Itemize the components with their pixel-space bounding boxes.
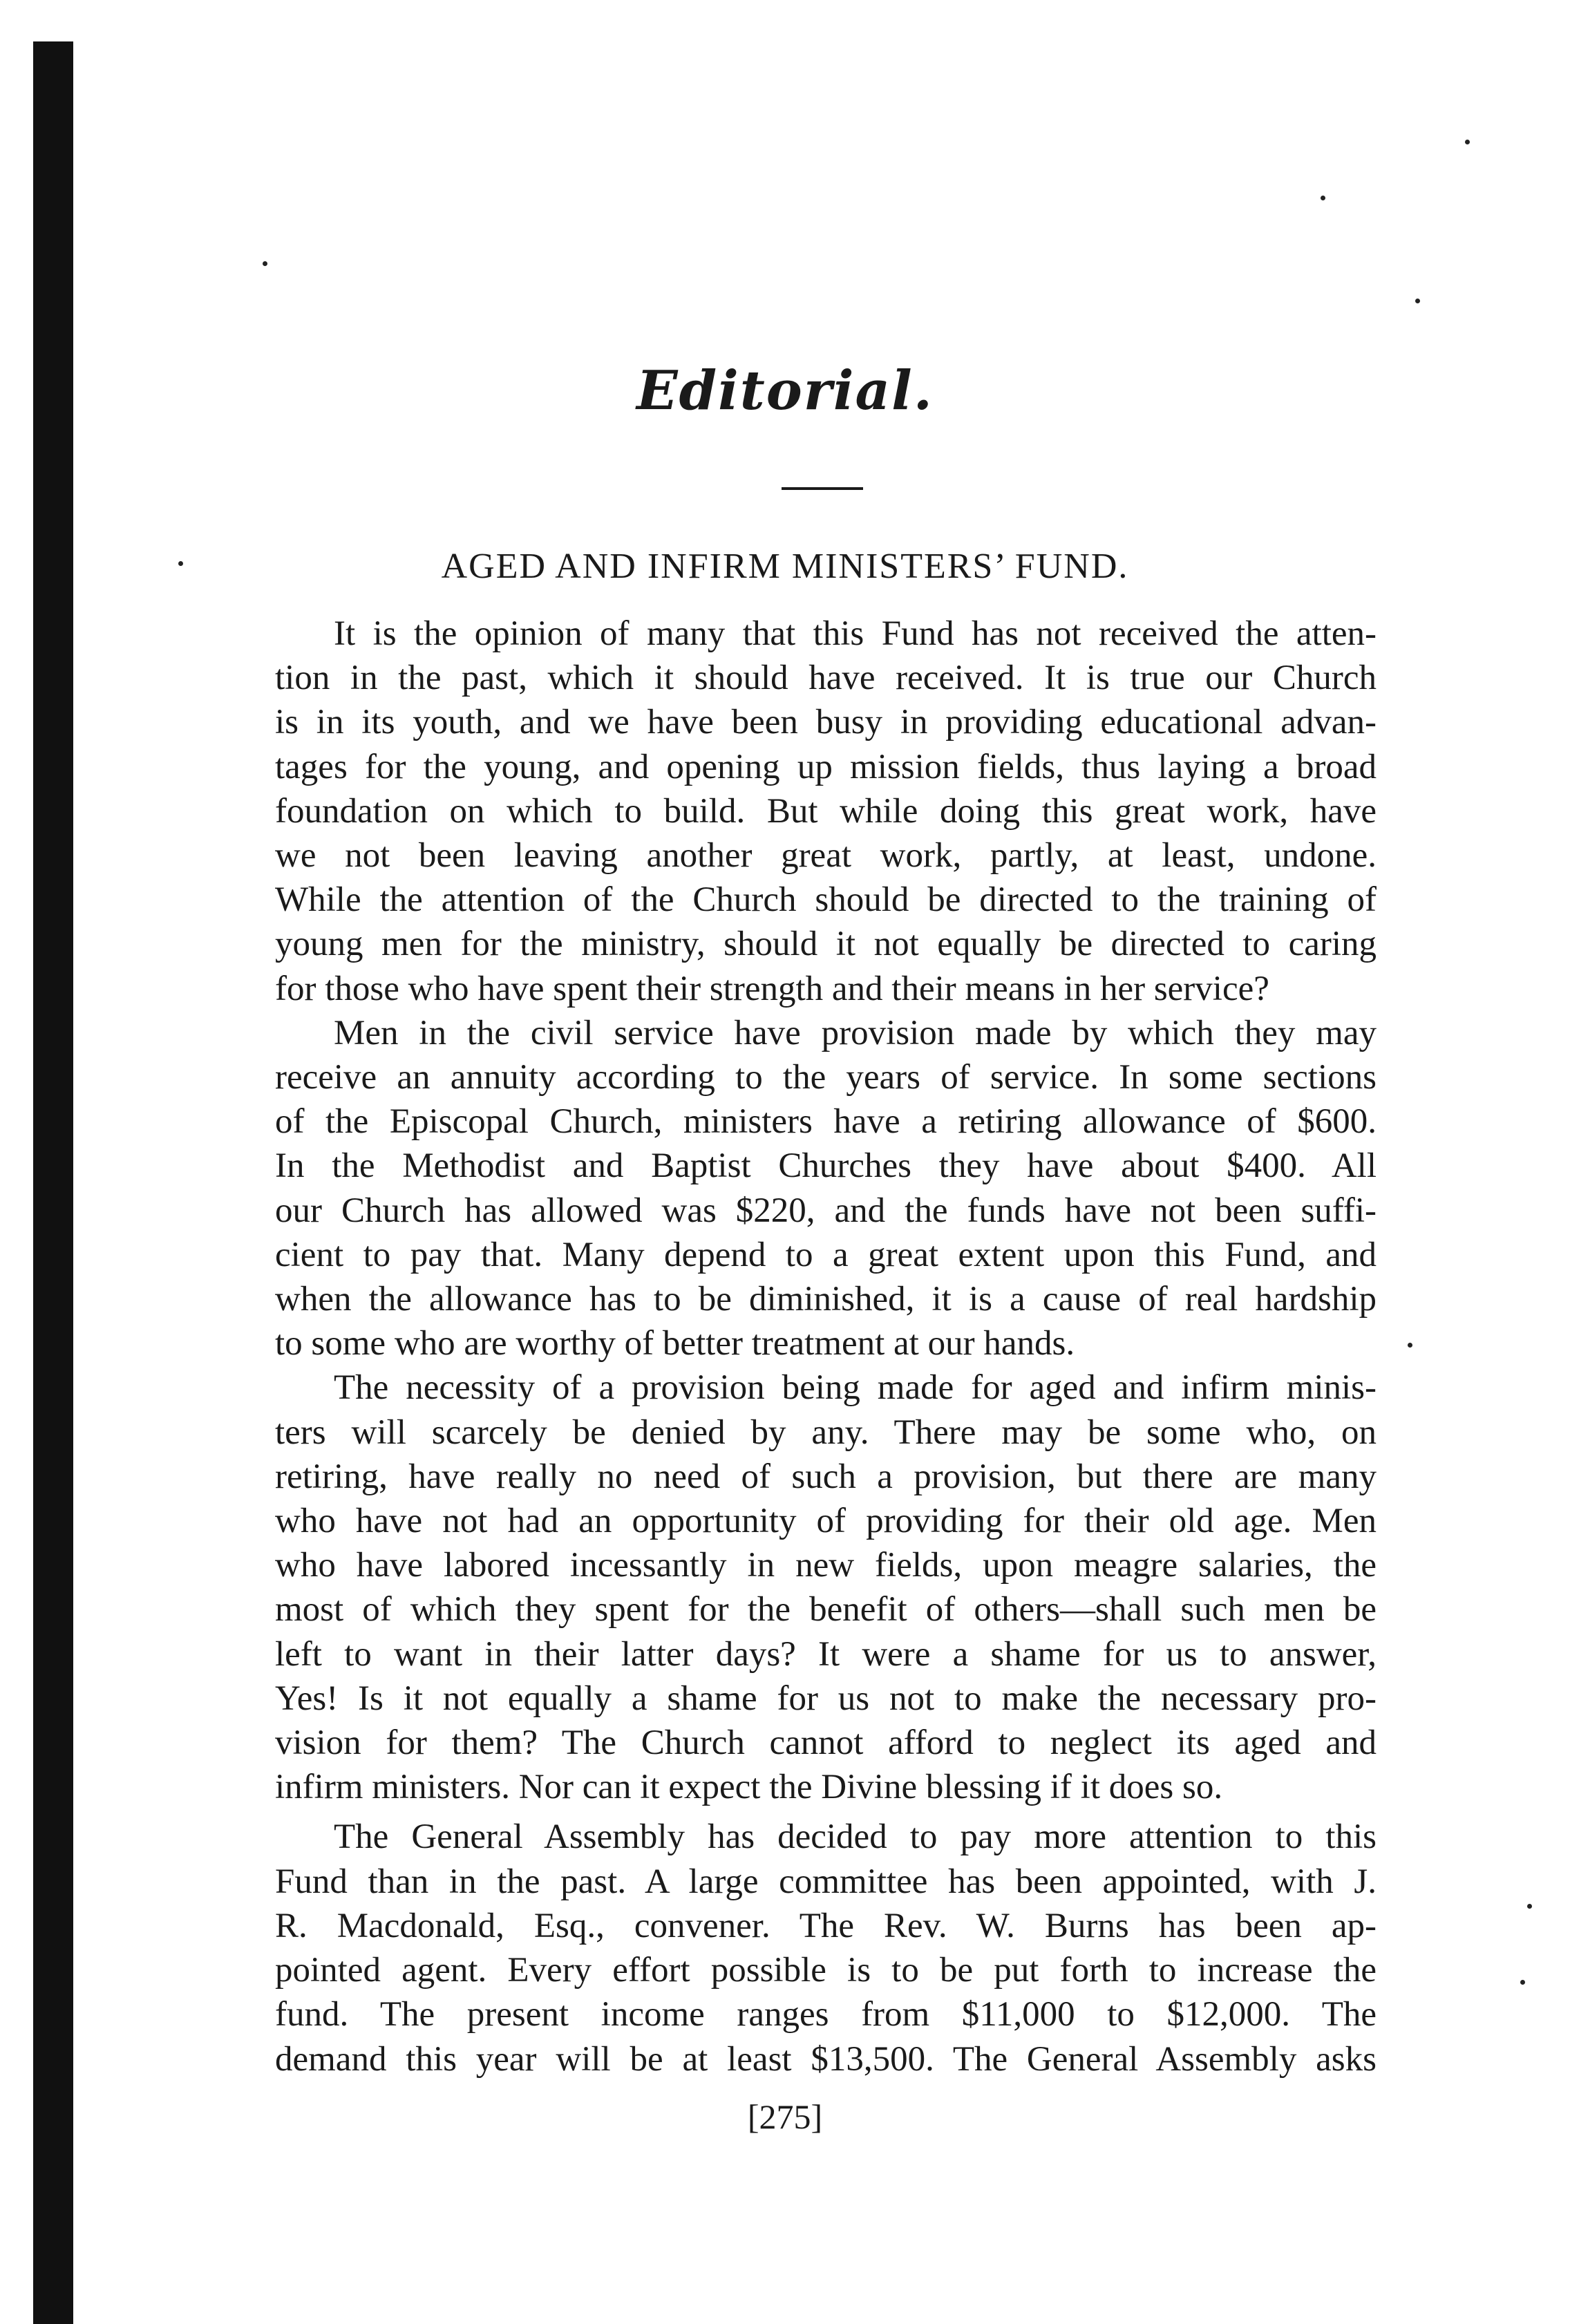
text-line: is in its youth, and we have been busy in providing educational advan- (275, 703, 1377, 742)
text-line: fund. The present income ranges from $11,000 to $12,000. The (275, 1995, 1377, 2034)
text-line: for those who have spent their strength and their means in her service? (275, 969, 1269, 1008)
text-line: to some who are worthy of better treatment at our hands. (275, 1324, 1075, 1363)
text-line: In the Methodist and Baptist Churches they have about $400. All (275, 1146, 1377, 1186)
text-line: receive an annuity according to the years of service. In some sections (275, 1058, 1377, 1097)
scan-speck (1415, 299, 1420, 303)
text-line: The General Assembly has decided to pay more attention to this (334, 1817, 1377, 1857)
text-line: ters will scarcely be denied by any. There may be some who, on (275, 1413, 1377, 1452)
text-line: While the attention of the Church should be directed to the training of (275, 880, 1377, 920)
text-line: Fund than in the past. A large committee has been appointed, with J. (275, 1862, 1377, 1901)
text-line: cient to pay that. Many depend to a great extent upon this Fund, and (275, 1235, 1377, 1274)
paragraph-gap (275, 1809, 1377, 1815)
text-line: demand this year will be at least $13,500. The General Assembly asks (275, 2039, 1377, 2079)
article-body (275, 612, 1377, 2081)
page-number: [275] (747, 2097, 823, 2136)
text-line: retiring, have really no need of such a provision, but there are many (275, 1457, 1377, 1496)
text-line: who have labored incessantly in new fields, upon meagre salaries, the (275, 1546, 1377, 1585)
text-line: infirm ministers. Nor can it expect the Divine blessing if it does so. (275, 1768, 1223, 1807)
text-line: Men in the civil service have provision made by which they may (334, 1013, 1377, 1052)
scan-speck (1321, 196, 1325, 200)
text-line: tages for the young, and opening up mission fields, thus laying a broad (275, 747, 1377, 786)
text-line: when the allowance has to be diminished, it is a cause of real hardship (275, 1280, 1377, 1319)
text-line: The necessity of a provision being made for aged and infirm minis- (334, 1368, 1377, 1408)
text-line: our Church has allowed was $220, and the funds have not been suffi- (275, 1191, 1377, 1230)
scan-speck (1520, 1980, 1525, 1985)
paragraph (275, 612, 1377, 1011)
text-line: young men for the ministry, should it not equally be directed to caring (275, 925, 1377, 964)
text-line: foundation on which to build. But while doing this great work, have (275, 791, 1377, 831)
scan-speck (1408, 1343, 1412, 1348)
article-title: AGED AND INFIRM MINISTERS’ FUND. (441, 547, 1129, 586)
text-line: of the Episcopal Church, ministers have a retiring allowance of $600. (275, 1102, 1377, 1142)
text-line: most of which they spent for the benefit of others—shall such men be (275, 1590, 1377, 1629)
text-line: pointed agent. Every effort possible is to be put forth to increase the (275, 1951, 1377, 1990)
text-line: tion in the past, which it should have received. It is true our Church (275, 659, 1377, 698)
scan-speck (1527, 1904, 1532, 1909)
heading-rule (782, 487, 863, 490)
section-heading: Editorial. (636, 359, 934, 422)
paragraph (275, 1366, 1377, 1809)
paragraph (275, 1011, 1377, 1366)
paragraph (275, 1815, 1377, 2081)
text-line: who have not had an opportunity of providing for their old age. Men (275, 1502, 1377, 1541)
text-line: we not been leaving another great work, partly, at least, undone. (275, 836, 1377, 876)
scan-speck (263, 261, 267, 266)
text-line: It is the opinion of many that this Fund has not received the atten- (334, 614, 1377, 653)
text-line: Yes! Is it not equally a shame for us not to make the necessary pro- (275, 1679, 1377, 1718)
scan-speck (1465, 140, 1470, 144)
text-line: vision for them? The Church cannot afford to neglect its aged and (275, 1723, 1377, 1763)
text-line: R. Macdonald, Esq., convener. The Rev. W. Burns has been ap- (275, 1906, 1377, 1945)
text-line: left to want in their latter days? It were a shame for us to answer, (275, 1634, 1377, 1674)
